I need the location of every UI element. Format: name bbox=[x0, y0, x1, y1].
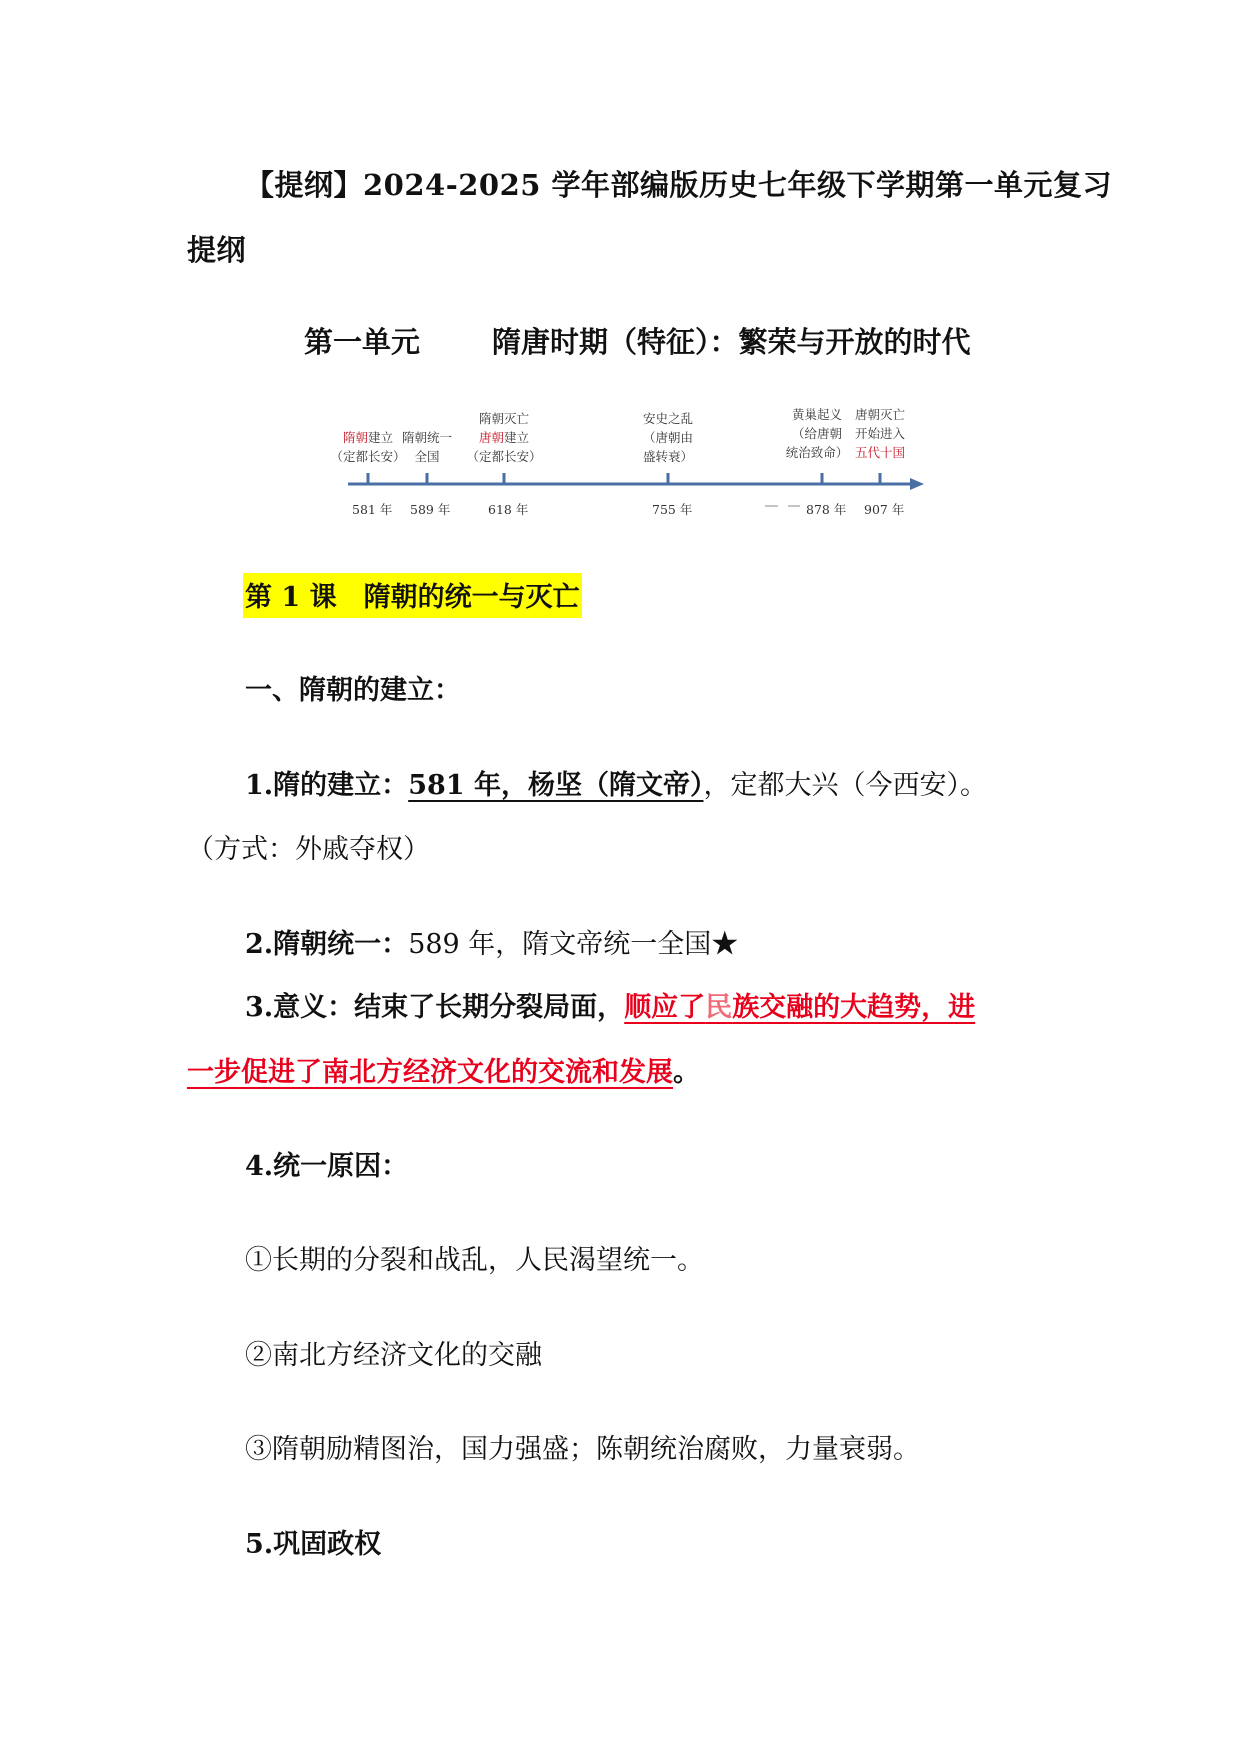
document-title-line2: 提纲 bbox=[187, 233, 247, 267]
reason-3: ③隋朝励精图治，国力强盛；陈朝统治腐败，力量衰弱。 bbox=[245, 1434, 920, 1465]
timeline-year: 878 年 bbox=[806, 502, 847, 517]
item-1-note: （方式：外戚夺权） bbox=[187, 834, 430, 865]
section-heading: 一、隋朝的建立： bbox=[245, 675, 461, 706]
unit-title: 隋唐时期（特征）：繁荣与开放的时代 bbox=[492, 325, 971, 359]
event-red-text: 唐朝 bbox=[478, 430, 504, 445]
timeline-year: 755 年 bbox=[652, 502, 693, 517]
item-1: 1.隋的建立：581 年，杨坚（隋文帝），定都大兴（今西安）。 bbox=[245, 770, 987, 801]
timeline-year: 618 年 bbox=[488, 502, 529, 517]
underlined-key-fact: 581 年，杨坚（隋文帝） bbox=[408, 770, 704, 801]
document-title-line1: 【提纲】2024-2025 学年部编版历史七年级下学期第一单元复习 bbox=[245, 168, 1113, 202]
timeline-event-589: 隋朝统一 全国 bbox=[401, 430, 452, 464]
timeline-year: 581 年 bbox=[352, 502, 393, 517]
reason-2: ②南北方经济文化的交融 bbox=[245, 1340, 542, 1371]
timeline-event-878: 黄巢起义 （给唐朝 统治致命） bbox=[785, 407, 849, 460]
highlight-significance: 顺应了民族交融的大趋势，进 bbox=[624, 992, 976, 1023]
item-3-line2: 一步促进了南北方经济文化的交流和发展。 bbox=[187, 1057, 700, 1088]
event-red-text: 五代十国 bbox=[854, 445, 905, 460]
timeline bbox=[330, 400, 930, 530]
unit-label: 第一单元 bbox=[304, 325, 421, 359]
highlight-significance: 一步促进了南北方经济文化的交流和发展 bbox=[187, 1057, 673, 1088]
item-2: 2.隋朝统一：589 年，隋文帝统一全国★ bbox=[245, 929, 739, 960]
lesson-heading: 第 1 课 隋朝的统一与灭亡 bbox=[243, 573, 582, 618]
item-5: 5.巩固政权 bbox=[245, 1529, 382, 1560]
item-3: 3.意义：结束了长期分裂局面，顺应了民族交融的大趋势，进 bbox=[245, 992, 976, 1023]
timeline-year: 907 年 bbox=[864, 502, 905, 517]
timeline-event-581: 隋朝建立 （定都长安） bbox=[330, 430, 406, 464]
reason-1: ①长期的分裂和战乱，人民渴望统一。 bbox=[245, 1245, 704, 1276]
event-red-text: 隋朝 bbox=[342, 430, 368, 445]
timeline-year: 589 年 bbox=[410, 502, 451, 517]
item-4: 4.统一原因： bbox=[245, 1151, 409, 1182]
timeline-event-618: 隋朝灭亡 唐朝建立 （定都长安） bbox=[466, 411, 542, 464]
timeline-event-907: 唐朝灭亡 开始进入 五代十国 bbox=[844, 405, 916, 462]
timeline-event-755: 安史之乱 （唐朝由 盛转衰） bbox=[642, 411, 693, 464]
